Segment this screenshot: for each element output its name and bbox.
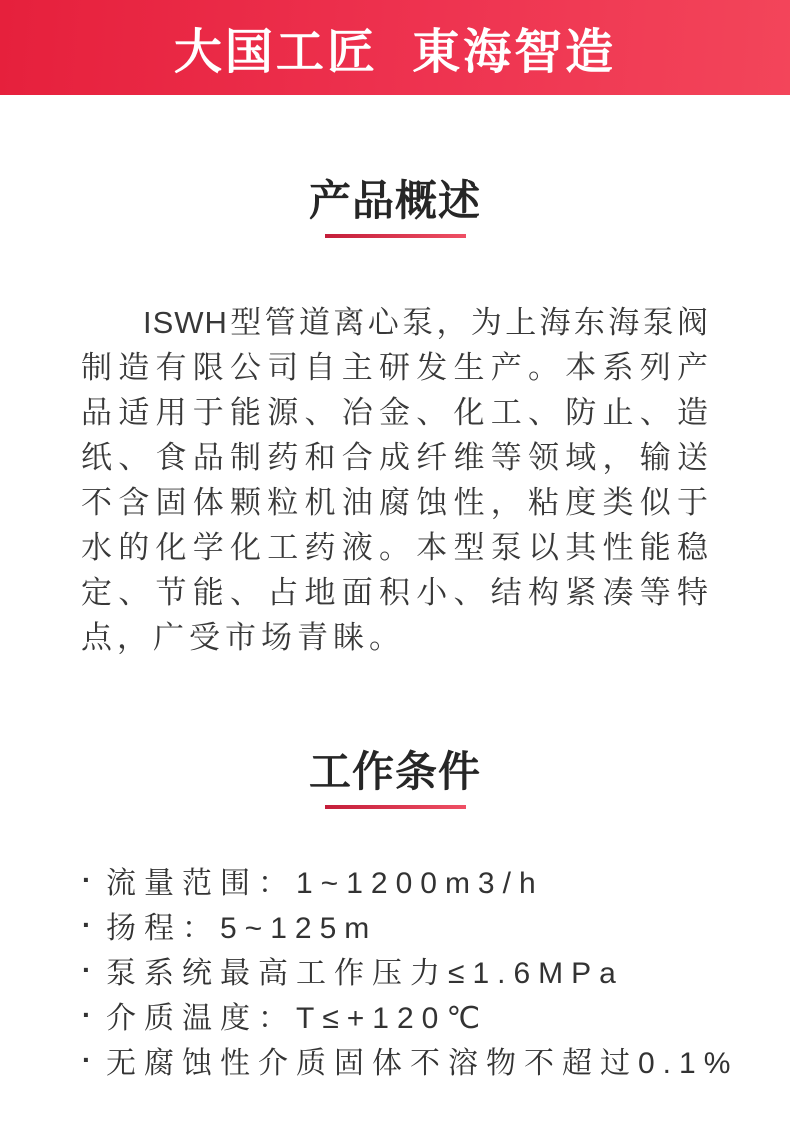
bullet-dot-icon: · (82, 908, 92, 940)
section-working-conditions (0, 748, 790, 1082)
overview-paragraph-line: 不含固体颗粒机油腐蚀性，粘度类似于 (81, 485, 709, 520)
bullet-dot-icon: · (82, 1043, 92, 1075)
list-item (82, 947, 790, 992)
working-conditions-title-underline (325, 805, 466, 809)
working-conditions-list (82, 857, 790, 1082)
condition-flow-range: 流量范围：1~1200m3/h (106, 866, 544, 900)
section-product-overview (0, 177, 790, 660)
list-item (82, 902, 790, 947)
content (0, 177, 790, 1082)
overview-paragraph-line: 水的化学化工药液。本型泵以其性能稳 (81, 530, 709, 565)
overview-section-title: 产品概述 (308, 177, 481, 224)
overview-title-underline (325, 234, 466, 238)
bullet-dot-icon: · (82, 863, 92, 895)
header-banner (0, 0, 790, 95)
condition-medium-temperature: 介质温度：T≤+120℃ (106, 1001, 489, 1035)
condition-max-pressure: 泵系统最高工作压力≤1.6MPa (106, 956, 624, 990)
banner-title: 大国工匠 東海智造 (173, 26, 617, 79)
condition-insoluble-solids: 无腐蚀性介质固体不溶物不超过0.1% (106, 1046, 739, 1080)
overview-paragraph-line: 制造有限公司自主研发生产。本系列产 (81, 350, 709, 385)
bullet-dot-icon: · (82, 998, 92, 1030)
overview-paragraph-line: ISWH型管道离心泵，为上海东海泵阀 (143, 305, 709, 340)
overview-paragraph-line: 品适用于能源、冶金、化工、防止、造 (81, 395, 709, 430)
overview-paragraph-line: 点，广受市场青睐。 (81, 620, 405, 655)
overview-paragraph (81, 300, 709, 660)
working-conditions-section-title: 工作条件 (308, 748, 481, 795)
list-item (82, 857, 790, 902)
bullet-dot-icon: · (82, 953, 92, 985)
overview-paragraph-line: 定、节能、占地面积小、结构紧凑等特 (81, 575, 709, 610)
condition-head: 扬程：5~125m (106, 911, 378, 945)
list-item (82, 992, 790, 1037)
list-item (82, 1037, 790, 1082)
overview-paragraph-line: 纸、食品制药和合成纤维等领域，输送 (81, 440, 709, 475)
